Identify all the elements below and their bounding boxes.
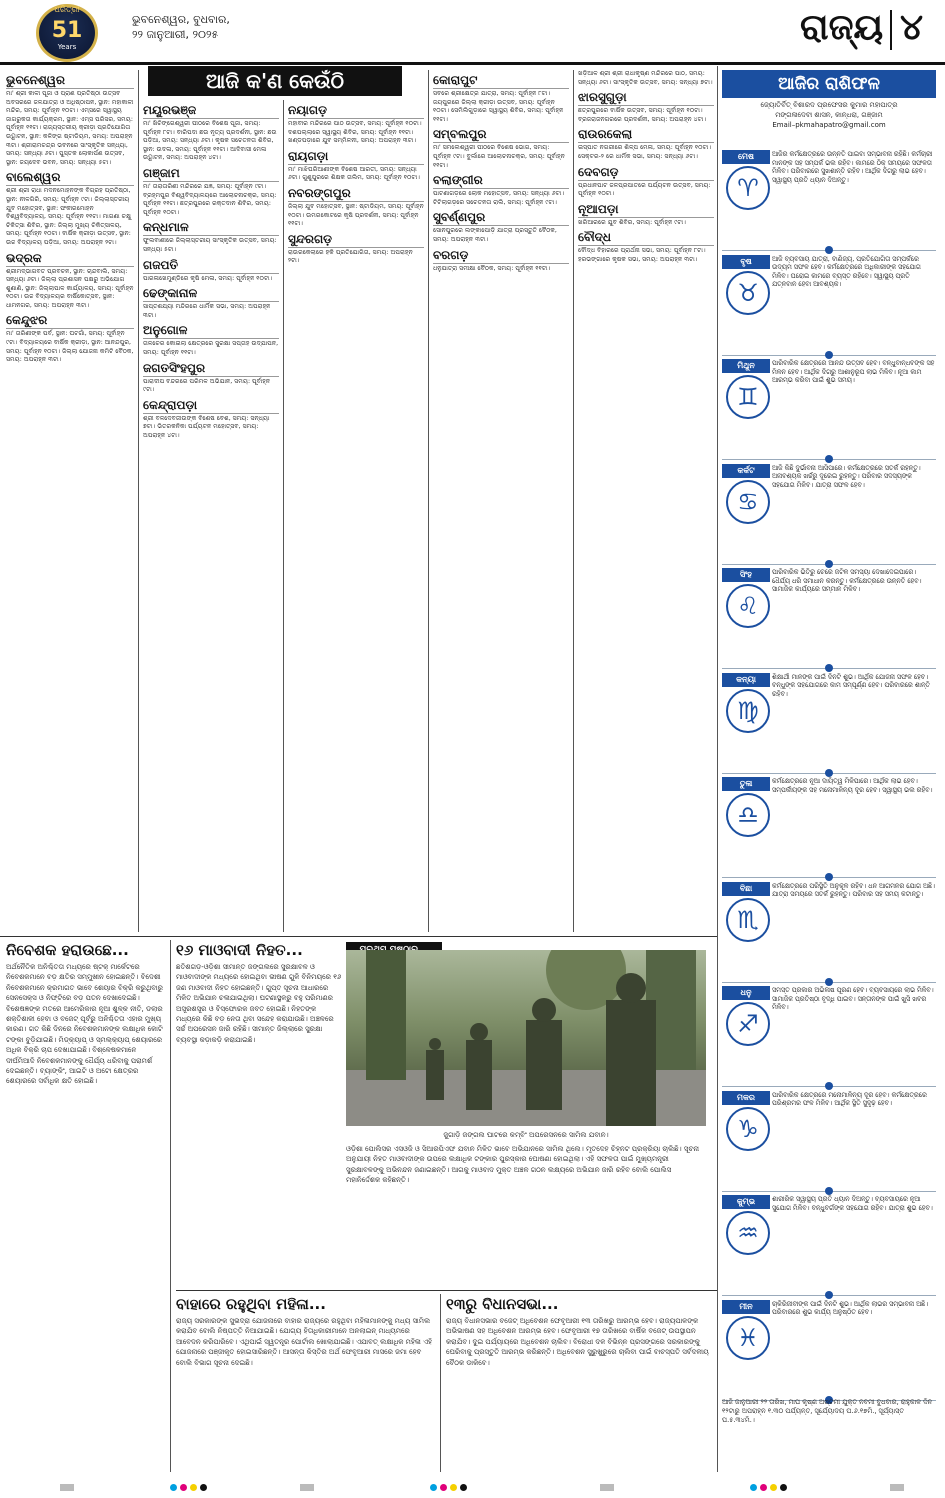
zodiac-sign-entry: [722, 986, 936, 1094]
zodiac-sign-entry: [722, 882, 936, 990]
section-divider: [176, 1290, 717, 1291]
story4-title: ୧୩ରୁ ବିଧାନସଭା...: [446, 1295, 559, 1313]
event-listing: ପାରାଦୀପ ବନ୍ଦରରେ ପରିମଳ ଅଭିଯାନ, ସମୟ: ପୂର୍ବାହ୍ନ ୯ଟା।: [143, 377, 271, 394]
story3-headline: [176, 1294, 436, 1314]
virgo-icon: ♍: [726, 689, 770, 733]
zodiac-sign-name: ସିଂହ: [722, 568, 770, 582]
zodiac-sign-entry: [722, 150, 936, 258]
event-listing: ମା' ତାରିଣୀଙ୍କ ପର୍ବ, ସ୍ଥାନ: ଘଟଗାଁ, ସମୟ: ପୂର୍ବାହ୍ନ ୯ଟା। ବିଦ୍ୟାଳୟରେ ବାର୍ଷିକ କ୍ରୀଡ଼ା, ସ୍ଥାନ: ଆନନ୍ଦପୁର, ସମୟ: ପୂର୍ବାହ୍ନ ୧୦ଟା। ଜିଲ୍ଲା ଯୋଜନା କମିଟି ବୈଠକ, ସମୟ: ଅପରାହ୍ନ ୩ଟା।: [6, 330, 134, 364]
event-listing: ସୋନପୁରରେ ଲଙ୍କାପୋଡ଼ି ଯାତ୍ରା ପ୍ରସ୍ତୁତି ବୈଠକ, ସମୟ: ଅପରାହ୍ନ ୩ଟା।: [433, 227, 557, 243]
event-listing: ସାପ୍ତଶଯ୍ୟା ମନ୍ଦିରରେ ଧାର୍ମିକ ସଭା, ସମୟ: ଅପରାହ୍ନ ୩ଟା।: [143, 303, 271, 319]
column-divider: [573, 70, 574, 932]
zodiac-sign-entry: [722, 1195, 936, 1303]
zodiac-forecast-text: ପାରିବାରିକ ଭିତିରୁ ଚେରେ ଜଟିଳ ସମସ୍ୟା ଦେଖାଦେଇପାରେ। ଧୈର୍ଯ୍ୟ ଧରି ସମାଧାନ କରନ୍ତୁ। କର୍ମକ୍ଷେତ୍ରରେ ଉନ୍ନତି ହେବ। ସାମାଜିକ କାର୍ଯ୍ୟରେ ସମ୍ମାନ ମିଳିବ।: [772, 568, 922, 594]
story2-headline: [176, 940, 342, 960]
sign-separator: [722, 246, 936, 254]
leo-icon: ♌: [726, 584, 770, 628]
astrologer-email: Email–pkmahapatro@gmail.com: [772, 121, 886, 129]
zodiac-forecast-text: ଶାରୀରିକ ସ୍ୱାସ୍ଥ୍ୟ ପ୍ରତି ଧ୍ୟାନ ଦିଅନ୍ତୁ। ବ୍ୟବସାୟରେ ନୂଆ ସୁଯୋଗ ମିଳିବ। ବନ୍ଧୁବର୍ଗଙ୍କ ସହଯୋଗ ରହିବ। ଯାତ୍ରା ଶୁଭ ହେବ।: [772, 1195, 933, 1212]
separator-dot: [825, 873, 833, 881]
events-column-2: [143, 100, 279, 932]
sign-separator: [722, 1187, 936, 1195]
zodiac-sign-entry: [722, 1091, 936, 1199]
zodiac-forecast-text: କର୍ମକ୍ଷେତ୍ରରେ ନୂଆ ଦାୟିତ୍ୱ ମିଳିପାରେ। ଆର୍ଥିକ ଲାଭ ହେବ। ସମ୍ପର୍କୀୟଙ୍କ ସହ ମନୋମାଳିନ୍ୟ ଦୂର ହେବ। ସ୍ୱାସ୍ଥ୍ୟ ଭଲ ରହିବ।: [772, 777, 933, 794]
district-heading: ନୂଆପଡ଼ା: [578, 201, 714, 218]
district-heading: ନୟାଗଡ଼: [288, 102, 424, 119]
event-listing: ପାଟଣାଗଡ଼ରେ ଲୋକ ମହୋତ୍ସବ, ସମୟ: ସନ୍ଧ୍ୟା ୬ଟା। ଟିଟିଲାଗଡ଼ରେ ସଚେତନତା ରାଲି, ସମୟ: ପୂର୍ବାହ୍ନ ୯ଟା।: [433, 190, 565, 206]
column-divider: [138, 70, 139, 932]
district-heading: ଗଞ୍ଜାମ: [143, 165, 279, 182]
registration-bar: [300, 1484, 314, 1491]
horoscope-title: ଆଜିର ରାଶିଫଳ: [722, 70, 936, 98]
header-divider: [890, 10, 892, 50]
district-heading: ସମ୍ବଲପୁର: [433, 126, 569, 143]
district-heading: କେନ୍ଦ୍ରାପଡ଼ା: [143, 397, 279, 414]
astrologer-name: ଜ୍ୟୋତିର୍ବିତ୍ ବିଶାରଦ ପ୍ରଫେସର କୁମାର ମହାପାତ୍ର: [760, 101, 898, 109]
aquarius-icon: ♒: [726, 1211, 770, 1255]
registration-bar: [890, 1484, 904, 1491]
zodiac-forecast-text: ଆଜିର କର୍ମକ୍ଷେତ୍ରରେ ଉନ୍ନତି ପାଇବା ସମ୍ଭାବନା ରହିଛି। କର୍ମଚାରୀ ମାନଙ୍କ ସହ ସମ୍ପର୍କ ଭଲ ରହିବ। କାମରେ ଠିକ୍ ସମୟରେ ସଫଳତା ମିଳିବ। ପରିବାରରେ ସୁଖଶାନ୍ତି ରହିବ। ଆର୍ଥିକ ଦିଗରୁ ଲାଭ ହେବ। ସ୍ୱାସ୍ଥ୍ୟ ପ୍ରତି ଧ୍ୟାନ ଦିଅନ୍ତୁ।: [772, 150, 933, 184]
horoscope-byline: [722, 100, 936, 130]
district-heading: ସୁବର୍ଣ୍ଣପୁର: [433, 209, 569, 226]
yellow-mark: [770, 1484, 777, 1491]
zodiac-sign-name: କୁମ୍ଭ: [722, 1195, 770, 1209]
aries-icon: ♈: [726, 166, 770, 210]
zodiac-forecast-text: ଶିକ୍ଷାର୍ଥୀ ମାନଙ୍କ ପାଇଁ ଦିନଟି ଶୁଭ। ଆର୍ଥିକ ଯୋଜନା ସଫଳ ହେବ। ବନ୍ଧୁଙ୍କ ସହଯୋଗରେ କାମ ସମ୍ପୂର୍ଣ୍ଣ ହେବ। ପରିବାରରେ ଶାନ୍ତି ରହିବ।: [772, 672, 930, 698]
separator-dot: [825, 978, 833, 986]
event-listing: ମା' ଖିଚିଙ୍ଗେଶ୍ୱରୀ ପୀଠରେ ବିଶେଷ ପୂଜା, ସମୟ: ପୂର୍ବାହ୍ନ ୮ଟା। ବାରିପଦା ଛଉ ନୃତ୍ୟ ପ୍ରଦର୍ଶନୀ, ସ୍ଥାନ: ଛଉ ପଡ଼ିଆ, ସମୟ: ସନ୍ଧ୍ୟା ୬ଟା। କୃଷକ ସଚେତନତା ଶିବିର, ସ୍ଥାନ: ଉଦଳା, ସମୟ: ପୂର୍ବାହ୍ନ ୧୧ଟା। ଆଦିବାସୀ ମେଳା ଉଦ୍ଘାଟନ, ସମୟ: ଅପରାହ୍ନ ୪ଟା।: [143, 120, 277, 162]
sign-separator: [722, 978, 936, 986]
separator-dot: [825, 1082, 833, 1090]
soldiers-photo-illustration: [346, 950, 706, 1126]
district-heading: ରାଉରକେଲା: [578, 126, 714, 143]
separator-dot: [825, 455, 833, 463]
zodiac-sign-name: କର୍କଟ: [722, 464, 770, 478]
zodiac-forecast-text: ସମସ୍ତ ପ୍ରକାର ଅଭିଳାଷ ପୂରଣ ହେବ। ବ୍ୟବସାୟରେ ଲାଭ ମିଳିବ। ସାମାଜିକ ପ୍ରତିଷ୍ଠା ବୃଦ୍ଧି ପାଇବ। ସନ୍ତାନଙ୍କ ପାଇଁ ଖୁସି ଖବର ମିଳିବ।: [772, 986, 934, 1012]
district-heading: ଅନୁଗୋଳ: [143, 322, 279, 339]
event-listing: ଧନୁଯାତ୍ରା ସମୀକ୍ଷା ବୈଠକ, ସମୟ: ପୂର୍ବାହ୍ନ ୧୧ଟା।: [433, 264, 551, 272]
event-listing: ମା' ଶ୍ରୀ କାଳୀ ପୂଜା ଓ ପ୍ରାଣ ପ୍ରତିଷ୍ଠା ଉତ୍ସବ ଅବସରରେ ଜଳଯାତ୍ରା ଓ ଅଧିଷ୍ଠାପନ, ସ୍ଥାନ: ମହାକାଳୀ ମନ୍ଦିର, ସମୟ: ପୂର୍ବାହ୍ନ ୧୦ଟା। ଏମ୍ସରେ ସ୍ୱାସ୍ଥ୍ୟ ଜାଗରୁକତା କାର୍ଯ୍ୟକ୍ରମ, ସ୍ଥାନ: ଏମ୍ସ ପରିସର, ସମୟ: ପୂର୍ବାହ୍ନ ୧୧ଟା। ରାଜ୍ୟସ୍ତରୀୟ କ୍ରୀଡ଼ା ପ୍ରତିଯୋଗିତା ଉଦ୍ଘାଟନ, ସ୍ଥାନ: କଳିଙ୍ଗ ଷ୍ଟାଡିୟମ, ସମୟ: ଅପରାହ୍ନ ୩ଟା। ଶ୍ରୀରାମଚନ୍ଦ୍ର ଭବନରେ ସାଂସ୍କୃତିକ ସନ୍ଧ୍ୟା, ସମୟ: ସନ୍ଧ୍ୟା ୬ଟା। ପୁସ୍ତକ ଲୋକାର୍ପଣ ଉତ୍ସବ, ସ୍ଥାନ: ଜୟଦେବ ଭବନ, ସମୟ: ସନ୍ଧ୍ୟା ୫ଟା।: [6, 90, 134, 166]
district-heading: ଭୁବନେଶ୍ୱର: [6, 72, 134, 89]
cyan-mark: [750, 1484, 757, 1491]
separator-dot: [825, 769, 833, 777]
photo-caption: ଜୁଗାଡ଼ି ଜଙ୍ଗଲ ଘାଟରେ କମ୍ବିଂ ଅପରେସନରେ ସାମିଲ ଯବାନ।: [443, 1131, 609, 1139]
zodiac-sign-name: ବିଛା: [722, 882, 770, 896]
zodiac-forecast-text: କର୍ମକ୍ଷେତ୍ରରେ ପରିସ୍ଥିତି ଅନୁକୂଳ ରହିବ। ଧନ ଆଗମନର ଯୋଗ ଅଛି। ଯାତ୍ରା ସମୟରେ ସତର୍କ ରୁହନ୍ତୁ। ପରିବାର ସହ ସମୟ କଟାନ୍ତୁ।: [772, 881, 935, 899]
zodiac-forecast-text: ପାରିବାରିକ କ୍ଷେତ୍ରରେ ଆନନ୍ଦ ଉତ୍ସବ ହେବ। ବନ୍ଧୁବାନ୍ଧବଙ୍କ ସହ ମିଳନ ହେବ। ଆର୍ଥିକ ଦିଗରୁ ଆଶାନୁରୂପ ଲାଭ ମିଳିବ। ନୂଆ କାମ ଆରମ୍ଭ କରିବା ପାଇଁ ଶୁଭ ସମୟ।: [772, 359, 935, 385]
scorpio-icon: ♏: [726, 898, 770, 942]
dateline-date: ୨୨ ଜାନୁଆରୀ, ୨୦୨୫: [132, 28, 219, 41]
event-listing: ଖଡ଼ିଆଳ ଶ୍ରୀ ଶ୍ରୀ ରାଧାକୃଷ୍ଣ ମନ୍ଦିରରେ ପାଠ, ସମୟ: ସନ୍ଧ୍ୟା ୬ଟା। ସାଂସ୍କୃତିକ ଉତ୍ସବ, ସମୟ: ସନ୍ଧ୍ୟା ୭ଟା।: [578, 70, 713, 86]
black-mark: [780, 1484, 787, 1491]
district-heading: ବଲାଙ୍ଗୀର: [433, 172, 569, 189]
district-heading: ଭଦ୍ରକ: [6, 250, 134, 267]
zodiac-sign-entry: [722, 255, 936, 363]
event-listing: ବୌଦ୍ଧ ବିହାରରେ ପ୍ରାର୍ଥନା ସଭା, ସମୟ: ପୂର୍ବାହ୍ନ ୮ଟା। ହରଭଙ୍ଗାରେ କୃଷକ ସଭା, ସମୟ: ଅପରାହ୍ନ ୩ଟା।: [578, 247, 706, 263]
section-divider: [0, 936, 717, 937]
event-listing: ପାରଳାଖେମୁଣ୍ଡିରେ କୃଷି ମେଳା, ସମୟ: ପୂର୍ବାହ୍ନ ୧୦ଟା।: [143, 274, 273, 282]
zodiac-sign-name: ମିଥୁନ: [722, 359, 770, 373]
event-listing: ଫୁଲବାଣୀରେ ଜିଲ୍ଲାସ୍ତରୀୟ ସାଂସ୍କୃତିକ ଉତ୍ସବ, ସମୟ: ସନ୍ଧ୍ୟା ୫ଟା।: [143, 237, 277, 253]
district-heading: ମୟୂରଭଞ୍ଜ: [143, 102, 279, 119]
black-mark: [460, 1484, 467, 1491]
events-column-4: [433, 70, 569, 932]
logo-brand-text: ଧରିତ୍ରୀ: [54, 5, 80, 14]
events-column-3: [288, 100, 424, 932]
zodiac-sign-name: ମକର: [722, 1091, 770, 1105]
event-listing: ଜିଲ୍ଲା ଯୁବ ମହୋତ୍ସବ, ସ୍ଥାନ: ଷ୍ଟାଡିୟମ, ସମୟ: ପୂର୍ବାହ୍ନ ୧୦ଟା। ଉମରକୋଟରେ କୃଷି ପ୍ରଦର୍ଶନୀ, ସମୟ: ପୂର୍ବାହ୍ନ ୧୧ଟା।: [288, 202, 424, 228]
zodiac-forecast-text: ଆଜି ବ୍ୟବସାୟ ଯାତ୍ରା, ବାଣିଜ୍ୟ, ପ୍ରତିଯୋଗିତା ସମ୍ପର୍କରେ ଉଦ୍ୟମ ସଫଳ ହେବ। କର୍ମକ୍ଷେତ୍ରରେ ଅଧିକାରୀଙ୍କ ସହଯୋଗ ମିଳିବ। ଘରୋଇ କାମରେ ବ୍ୟସ୍ତ ରହିବେ। ସ୍ୱାସ୍ଥ୍ୟ ପ୍ରତି ଯତ୍ନବାନ ହେବା ଆବଶ୍ୟକ।: [772, 254, 921, 289]
zodiac-forecast-text: ଆଜି କିଛି ଦୁର୍ଭାବନା ଆସିପାରେ। କର୍ମକ୍ଷେତ୍ରରେ ସତର୍କ ରହନ୍ତୁ। ଅନାବଶ୍ୟକ ଖର୍ଚ୍ଚରୁ ଦୂରେଇ ରୁହନ୍ତୁ। ପରିବାର ସଦସ୍ୟଙ୍କ ସହଯୋଗ ମିଳିବ। ଯାତ୍ରା ସଫଳ ହେବ।: [772, 463, 921, 489]
events-column-1: [6, 70, 134, 932]
event-listing: ମହାବୀର ମନ୍ଦିରରେ ପାଠ ଉତ୍ସବ, ସମୟ: ପୂର୍ବାହ୍ନ ୧୦ଟା। ଦଶପଲ୍ଲାରେ ସ୍ୱାସ୍ଥ୍ୟ ଶିବିର, ସମୟ: ପୂର୍ବାହ୍ନ ୧୧ଟା। ଖଣ୍ଡପଡ଼ାରେ ଯୁବ ସମ୍ମିଳନୀ, ସମୟ: ଅପରାହ୍ନ ୩ଟା।: [288, 120, 422, 145]
story3-body: ରାଜ୍ୟ ସରକାରଙ୍କ ସୁଭଦ୍ରା ଯୋଜନାରେ ବାହାର ରାଜ୍ୟରେ ରହୁଥିବା ମହିଳାମାନଙ୍କୁ ମଧ୍ୟ ସାମିଲ କରାଯିବ ବୋଲି ନିଷ୍ପତ୍ତି ନିଆଯାଇଛି। ଯୋଗ୍ୟ ହିତାଧିକାରୀମାନେ ଅନଲାଇନ୍ ମାଧ୍ୟମରେ ଆବେଦନ କରିପାରିବେ। ଏଥିପାଇଁ ସ୍ୱତନ୍ତ୍ର ପୋର୍ଟାଲ ଖୋଲାଯାଇଛି। ଏଯାବତ୍ ଲକ୍ଷାଧିକ ମହିଳା ଏହି ଯୋଜନାରେ ପଞ୍ଜୀକୃତ ହୋଇସାରିଛନ୍ତି। ଆସନ୍ତା କିସ୍ତିର ଅର୍ଥ ଫେବୃଆରୀ ମାସରେ ଜମା ହେବ ବୋଲି ବିଭାଗ ସୂଚନା ଦେଇଛି।: [176, 1317, 433, 1367]
story2-title: ୧୬ ମାଓବାଦୀ ନିହତ...: [176, 941, 303, 959]
magenta-mark: [760, 1484, 767, 1491]
district-heading: ବାଲେଶ୍ୱର: [6, 169, 134, 186]
cyan-mark: [430, 1484, 437, 1491]
capricorn-icon: ♑: [726, 1107, 770, 1151]
print-registration-marks: [0, 1478, 945, 1498]
zodiac-sign-name: ବୃଷ: [722, 255, 770, 269]
event-listing: ମା' ସମଲେଶ୍ୱରୀ ପୀଠରେ ବିଶେଷ ଭୋଗ, ସମୟ: ପୂର୍ବାହ୍ନ ୯ଟା। ବୁର୍ଲାରେ ଆଲୋଚନାଚକ୍ର, ସମୟ: ପୂର୍ବାହ୍ନ ୧୧ଟା।: [433, 144, 565, 169]
story1-body: ଅର୍ଥନୈତିକ ଅନିଶ୍ଚିତତା ମଧ୍ୟରେ ଷ୍ଟକ୍ ମାର୍କେଟରେ ନିବେଶକମାନେ ବଡ଼ କ୍ଷତିର ସମ୍ମୁଖୀନ ହୋଇଛନ୍ତି। ବିଦେଶୀ ନିବେଶକମାନେ କ୍ରମାଗତ ଭାବେ ଶେୟାର ବିକ୍ରି କରୁଥିବାରୁ ସେନସେକ୍ସ ଓ ନିଫ୍ଟିରେ ବଡ଼ ପତନ ଦେଖାଦେଇଛି। ବିଶେଷଜ୍ଞଙ୍କ ମତରେ ଆମେରିକାର ନୂଆ ଶୁଳ୍କ ନୀତି, ଡଲାର ଶକ୍ତିଶାଳୀ ହେବା ଓ ବଜେଟ୍ ପୂର୍ବରୁ ଅନିଶ୍ଚିତତା ଏହାର ମୁଖ୍ୟ କାରଣ। ଗତ କିଛି ଦିନରେ ନିବେଶକମାନଙ୍କ ଲକ୍ଷାଧିକ କୋଟି ଟଙ୍କା ବୁଡ଼ିଯାଇଛି। ମିଡ୍କ୍ୟାପ୍ ଓ ସ୍ମଲ୍କ୍ୟାପ୍ ଶେୟାରରେ ଅଧିକ ବିକ୍ରି ଚାପ ଦେଖାଯାଇଛି। ବିଶ୍ଳେଷକମାନେ ଦୀର୍ଘମିଆଦି ନିବେଶକମାନଙ୍କୁ ଧୈର୍ଯ୍ୟ ଧରିବାକୁ ପରାମର୍ଶ ଦେଇଛନ୍ତି। ବ୍ୟାଙ୍କିଂ, ଆଇଟି ଓ ଅଟୋ କ୍ଷେତ୍ରର ଶେୟାରରେ ସର୍ବାଧିକ କ୍ଷତି ହୋଇଛି।: [6, 963, 163, 1086]
event-listing: ସବରେ ଶ୍ରୀକ୍ଷେତ୍ର ଯାତ୍ରା, ସମୟ: ପୂର୍ବାହ୍ନ ୮ଟା। ଜୟପୁରରେ ଜିଲ୍ଲା କ୍ରୀଡ଼ା ଉତ୍ସବ, ସମୟ: ପୂର୍ବାହ୍ନ ୧୦ଟା। ସେମିଲିଗୁଡ଼ାରେ ସ୍ୱାସ୍ଥ୍ୟ ଶିବିର, ସମୟ: ପୂର୍ବାହ୍ନ ୧୧ଟା।: [433, 90, 564, 123]
separator-dot: [825, 560, 833, 568]
zodiac-sign-entry: [722, 568, 936, 676]
event-listing: ଖରିଆରରେ ଯୁବ ଶିବିର, ସମୟ: ପୂର୍ବାହ୍ନ ୯ଟା।: [578, 218, 686, 226]
zodiac-sign-name: ତୁଳା: [722, 777, 770, 791]
district-heading: ବୌଦ୍ଧ: [578, 229, 714, 246]
event-listing: ଶ୍ରୀ ଶ୍ରୀ ରାଧା ମଦନମୋହନଙ୍କ ବିଗ୍ରହ ପ୍ରତିଷ୍ଠା, ସ୍ଥାନ: ନୀଳଗିରି, ସମୟ: ପୂର୍ବାହ୍ନ ୯ଟା। ଜିଲ୍ଲାସ୍ତରୀୟ ଯୁବ ମହୋତ୍ସବ, ସ୍ଥାନ: ଫକୀରମୋହନ ବିଶ୍ୱବିଦ୍ୟାଳୟ, ସମୟ: ପୂର୍ବାହ୍ନ ୧୧ଟା। ମାଗଣା ଚକ୍ଷୁ ଚିକିତ୍ସା ଶିବିର, ସ୍ଥାନ: ଜିଲ୍ଲା ମୁଖ୍ୟ ଚିକିତ୍ସାଳୟ, ସମୟ: ପୂର୍ବାହ୍ନ ୧୦ଟା। ବାର୍ଷିକ କ୍ରୀଡ଼ା ଉତ୍ସବ, ସ୍ଥାନ: ଉଚ୍ଚ ବିଦ୍ୟାଳୟ ପଡ଼ିଆ, ସମୟ: ଅପରାହ୍ନ ୨ଟା।: [6, 187, 132, 246]
zodiac-sign-name: ମୀନ: [722, 1300, 770, 1314]
event-listing: ମା' ତାରାତାରିଣୀ ମନ୍ଦିରରେ ଯଜ୍ଞ, ସମୟ: ପୂର୍ବାହ୍ନ ୯ଟା। ବ୍ରହ୍ମପୁର ବିଶ୍ୱବିଦ୍ୟାଳୟରେ ଆଲୋଚନାଚକ୍ର, ସମୟ: ପୂର୍ବାହ୍ନ ୧୧ଟା। ଛତ୍ରପୁରରେ ରକ୍ତଦାନ ଶିବିର, ସମୟ: ପୂର୍ବାହ୍ନ ୧୦ଟା।: [143, 182, 277, 216]
cyan-mark: [170, 1484, 177, 1491]
sign-separator: [722, 769, 936, 777]
news-photo: [346, 950, 706, 1126]
registration-bar: [600, 1484, 614, 1491]
sign-separator: [722, 1291, 936, 1299]
events-column-5: [578, 70, 714, 932]
black-mark: [200, 1484, 207, 1491]
sign-separator: [722, 351, 936, 359]
libra-icon: ♎: [726, 793, 770, 837]
sagittarius-icon: ♐: [726, 1002, 770, 1046]
zodiac-forecast-text: ପାରିବାରିକ କ୍ଷେତ୍ରରେ ମନୋମାଳିନ୍ୟ ଦୂର ହେବ। କର୍ମକ୍ଷେତ୍ରରେ ପରିଶ୍ରମର ଫଳ ମିଳିବ। ଆର୍ଥିକ ସ୍ଥିତି ସୁଦୃଢ଼ ହେବ।: [772, 1090, 927, 1108]
district-heading: କେନ୍ଦୁଝର: [6, 312, 134, 329]
story1-headline: [6, 940, 166, 960]
sign-separator: [722, 560, 936, 568]
story4-headline: [446, 1294, 712, 1314]
logo-years: 51: [51, 18, 83, 43]
yellow-mark: [190, 1484, 197, 1491]
story2-body: ଛତିଶଗଡ଼-ଓଡ଼ିଶା ସୀମାନ୍ତ ଜଙ୍ଗଲରେ ସୁରକ୍ଷାବଳ ଓ ମାଓବାଦୀଙ୍କ ମଧ୍ୟରେ ହୋଇଥିବା ଭୀଷଣ ଗୁଳି ବିନିମୟରେ ୧୬ ଜଣ ମାଓବାଦୀ ନିହତ ହୋଇଛନ୍ତି। ଗୁପ୍ତ ସୂଚନା ଆଧାରରେ ମିଳିତ ଅଭିଯାନ ଚଳାଯାଇଥିଲା। ଘଟଣାସ୍ଥଳରୁ ବହୁ ପରିମାଣର ଅସ୍ତ୍ରଶସ୍ତ୍ର ଓ ବିସ୍ଫୋରକ ଜବତ ହୋଇଛି। ନିହତଙ୍କ ମଧ୍ୟରେ କିଛି ବଡ଼ ନେତା ଥିବା ସନ୍ଦେହ କରାଯାଉଛି। ଅଞ୍ଚଳରେ ସର୍ଚ୍ଚ ଅପରେସନ ଜାରି ରହିଛି। ସୀମାନ୍ତ ଜିଲ୍ଲାରେ ସୁରକ୍ଷା ବ୍ୟବସ୍ଥା କଡ଼ାକଡ଼ି କରାଯାଇଛି।: [176, 963, 342, 1044]
zodiac-sign-entry: [722, 359, 936, 467]
sign-separator: [722, 1082, 936, 1090]
event-listing: ରାଉରକେଲାରେ ହକି ପ୍ରତିଯୋଗିତା, ସମୟ: ଅପରାହ୍ନ ୨ଟା।: [288, 248, 413, 265]
anniversary-logo: [36, 4, 98, 62]
event-listing: ଶ୍ରୀମଦ୍ଭାଗବତ ପ୍ରବଚନ, ସ୍ଥାନ: ଚାନ୍ଦବାଲି, ସମୟ: ସନ୍ଧ୍ୟା ୬ଟା। ଜିଲ୍ଲା ପ୍ରଶାସନ ପକ୍ଷରୁ ଅଭିଯୋଗ ଶୁଣାଣି, ସ୍ଥାନ: ଜିଲ୍ଲାପାଳ କାର୍ଯ୍ୟାଳୟ, ସମୟ: ପୂର୍ବାହ୍ନ ୧୦ଟା। ଉଚ୍ଚ ବିଦ୍ୟାଳୟର ବାର୍ଷିକୋତ୍ସବ, ସ୍ଥାନ: ଧାମନଗର, ସମୟ: ଅପରାହ୍ନ ୩ଟା।: [6, 267, 134, 309]
district-heading: କୋରାପୁଟ: [433, 72, 569, 89]
district-heading: ବରଗଡ଼: [433, 247, 569, 264]
district-heading: ଝାରସୁଗୁଡ଼ା: [578, 89, 714, 106]
events-banner: ଆଜି କ'ଣ କେଉଁଠି: [148, 66, 402, 96]
story2-continued: ଓଡ଼ିଶା ପୋଲିସର ଏସଓଜି ଓ ସିଆରପିଏଫ ଯବାନ ମିଳିତ ଭାବେ ଅଭିଯାନରେ ସାମିଲ ଥିଲେ। ମୃତଦେହ ଚିହ୍ନଟ ପ୍ରକ୍ରିୟା ଚାଲିଛି। ସୂଚନା ଅନୁଯାୟୀ ନିହତ ମାଓବାଦୀଙ୍କ ଉପରେ ଲକ୍ଷାଧିକ ଟଙ୍କାର ପୁରସ୍କାର ଘୋଷଣା ହୋଇଥିଲା। ଏହି ସଫଳତା ପାଇଁ ମୁଖ୍ୟମନ୍ତ୍ରୀ ସୁରକ୍ଷାବଳଙ୍କୁ ଅଭିନନ୍ଦନ ଜଣାଇଛନ୍ତି। ଆଗକୁ ମାଓବାଦ ମୁକ୍ତ ଅଞ୍ଚଳ ଗଠନ ଲକ୍ଷ୍ୟରେ ଅଭିଯାନ ଜାରି ରହିବ ବୋଲି ପୋଲିସ ମହାନିର୍ଦ୍ଦେଶକ କହିଛନ୍ତି।: [346, 1145, 700, 1185]
gemini-icon: ♊: [726, 375, 770, 419]
zodiac-sign-name: କନ୍ୟା: [722, 673, 770, 687]
column-divider: [170, 940, 171, 1472]
zodiac-sign-name: ମେଷ: [722, 150, 770, 164]
magenta-mark: [440, 1484, 447, 1491]
zodiac-sign-entry: [722, 673, 936, 781]
magenta-mark: [180, 1484, 187, 1491]
event-listing: ଶ୍ରୀ ବଳଦେବଜୀଉଙ୍କ ବିଶେଷ ବେଶ, ସମୟ: ସନ୍ଧ୍ୟା ୭ଟା। ଭିତରକନିକା ପର୍ଯ୍ୟଟନ ମହୋତ୍ସବ, ସମୟ: ଅପରାହ୍ନ ୪ଟା।: [143, 414, 270, 439]
masthead: [0, 0, 945, 65]
pisces-icon: ♓: [726, 1316, 770, 1360]
event-listing: ଇସ୍ପାତ ନଗରୀରେ ଶିଳ୍ପ ମେଳା, ସମୟ: ପୂର୍ବାହ୍ନ ୧୦ଟା। ସେକ୍ଟର-୨ ରେ ଧାର୍ମିକ ସଭା, ସମୟ: ସନ୍ଧ୍ୟା ୬ଟା।: [578, 144, 712, 160]
dateline: [132, 12, 230, 42]
district-heading: ନବରଙ୍ଗପୁର: [288, 185, 424, 202]
event-listing: ପ୍ରଧାନପାଟ ଜଳପ୍ରପାତରେ ପର୍ଯ୍ୟଟନ ଉତ୍ସବ, ସମୟ: ପୂର୍ବାହ୍ନ ୧୦ଟା।: [578, 181, 711, 198]
story3-title: ବାହାରେ ରହୁଥିବା ମହିଳା...: [176, 1295, 326, 1313]
column-divider: [283, 100, 284, 932]
event-listing: ମା' ମାଝିଘରିଆଣୀଙ୍କ ବିଶେଷ ଆରତୀ, ସମୟ: ସନ୍ଧ୍ୟା ୬ଟା। ଗୁଣୁପୁରରେ ଶିକ୍ଷକ ତାଲିମ, ସମୟ: ପୂର୍ବାହ୍ନ ୧୦ଟା।: [288, 165, 420, 182]
sign-separator: [722, 664, 936, 672]
panchang: ଆଜି ଜାନୁଆରୀ ୨୨ ତାରିଖ, ମାଘ କୃଷ୍ଣ ଅଷ୍ଟମୀ ଯୁକ୍ତ ନବମୀ ବୁଧବାର, ରାହୁକାଳ ଦିନ ୧୨ଟାରୁ ଅପରାହ୍ନ ୧.୩୦ ପର୍ଯ୍ୟନ୍ତ, ସୂର୍ଯ୍ୟୋଦୟ ଘ.୬.୧୭ମି., ସୂର୍ଯ୍ୟାସ୍ତ ଘ.୫.୩୪ମି.।: [722, 1398, 933, 1424]
zodiac-sign-entry: [722, 464, 936, 572]
zodiac-forecast-text: ଚାକିରିଜୀବୀଙ୍କ ପାଇଁ ଦିନଟି ଶୁଭ। ଆର୍ଥିକ ଲାଭର ସମ୍ଭାବନା ଅଛି। ପରିବାରରେ ଶୁଭ କାର୍ଯ୍ୟ ଅନୁଷ୍ଠିତ ହେବ।: [772, 1299, 929, 1317]
dateline-place-day: ଭୁବନେଶ୍ୱର, ବୁଧବାର,: [132, 13, 230, 26]
sign-separator: [722, 455, 936, 463]
zodiac-sign-name: ଧନୁ: [722, 986, 770, 1000]
zodiac-sign-entry: [722, 777, 936, 885]
cancer-icon: ♋: [726, 480, 770, 524]
separator-dot: [825, 351, 833, 359]
event-listing: ଛତ୍ରପୁରରେ ବାର୍ଷିକ ଉତ୍ସବ, ସମୟ: ପୂର୍ବାହ୍ନ ୧୦ଟା। ବ୍ରଜରାଜନଗରରେ ପ୍ରଦର୍ଶନୀ, ସମୟ: ଅପରାହ୍ନ ୪ଟା।: [578, 107, 707, 123]
separator-dot: [825, 1187, 833, 1195]
story4-body: ରାଜ୍ୟ ବିଧାନସଭାର ବଜେଟ୍ ଅଧିବେଶନ ଫେବୃଆରୀ ୧୩ ତାରିଖରୁ ଆରମ୍ଭ ହେବ। ରାଜ୍ୟପାଳଙ୍କ ଅଭିଭାଷଣ ସହ ଅଧିବେଶନ ଆରମ୍ଭ ହେବ। ଫେବୃଆରୀ ୧୭ ତାରିଖରେ ବାର୍ଷିକ ବଜେଟ୍ ଉପସ୍ଥାପନ କରାଯିବ। ଦୁଇ ପର୍ଯ୍ୟାୟରେ ଅଧିବେଶନ ଚାଲିବ। ବିରୋଧୀ ଦଳ ବିଭିନ୍ନ ପ୍ରସଙ୍ଗରେ ସରକାରଙ୍କୁ ଘେରିବାକୁ ପ୍ରସ୍ତୁତି ଆରମ୍ଭ କରିଛନ୍ତି। ଅଧିବେଶନ ସୁରୁଖୁରୁରେ ଚାଲିବା ପାଇଁ ବାଚସ୍ପତି ସର୍ବଦଳୀୟ ବୈଠକ ଡାକିବେ।: [446, 1317, 709, 1367]
district-heading: ସୁନ୍ଦରଗଡ଼: [288, 231, 424, 248]
registration-bar: [60, 1484, 74, 1491]
story1-title: ନିବେଶକ ହରାଉଛେ...: [6, 941, 129, 959]
page-number: ୪: [900, 7, 924, 48]
astrologer-address: ମଙ୍ଗଳାଦେବୀ ଶାସନ, କାନ୍ଧରା, ଗଞ୍ଜାମ: [775, 111, 883, 119]
district-heading: ଜଗତସିଂହପୁର: [143, 360, 279, 377]
separator-dot: [825, 664, 833, 672]
taurus-icon: ♉: [726, 271, 770, 315]
column-divider: [440, 1294, 441, 1472]
district-heading: କନ୍ଧମାଳ: [143, 219, 279, 236]
column-divider: [717, 66, 718, 1472]
page-section-name: ରାଜ୍ୟ: [800, 7, 884, 48]
district-heading: ରାୟଗଡ଼ା: [288, 148, 424, 165]
district-heading: ଗଜପତି: [143, 257, 279, 274]
logo-label: Years: [57, 43, 77, 51]
district-heading: ଢେଙ୍କାନାଳ: [143, 285, 279, 302]
zodiac-sign-entry: [722, 1300, 936, 1408]
district-heading: ଦେବଗଡ଼: [578, 164, 714, 181]
sign-separator: [722, 873, 936, 881]
separator-dot: [825, 1291, 833, 1299]
yellow-mark: [450, 1484, 457, 1491]
column-divider: [428, 70, 429, 932]
separator-dot: [825, 246, 833, 254]
event-listing: ତାଳଚେର କୋଇଲା କ୍ଷେତ୍ରରେ ସୁରକ୍ଷା ସପ୍ତାହ ଉଦ୍ଯାପନ, ସମୟ: ପୂର୍ବାହ୍ନ ୧୧ଟା।: [143, 340, 279, 356]
